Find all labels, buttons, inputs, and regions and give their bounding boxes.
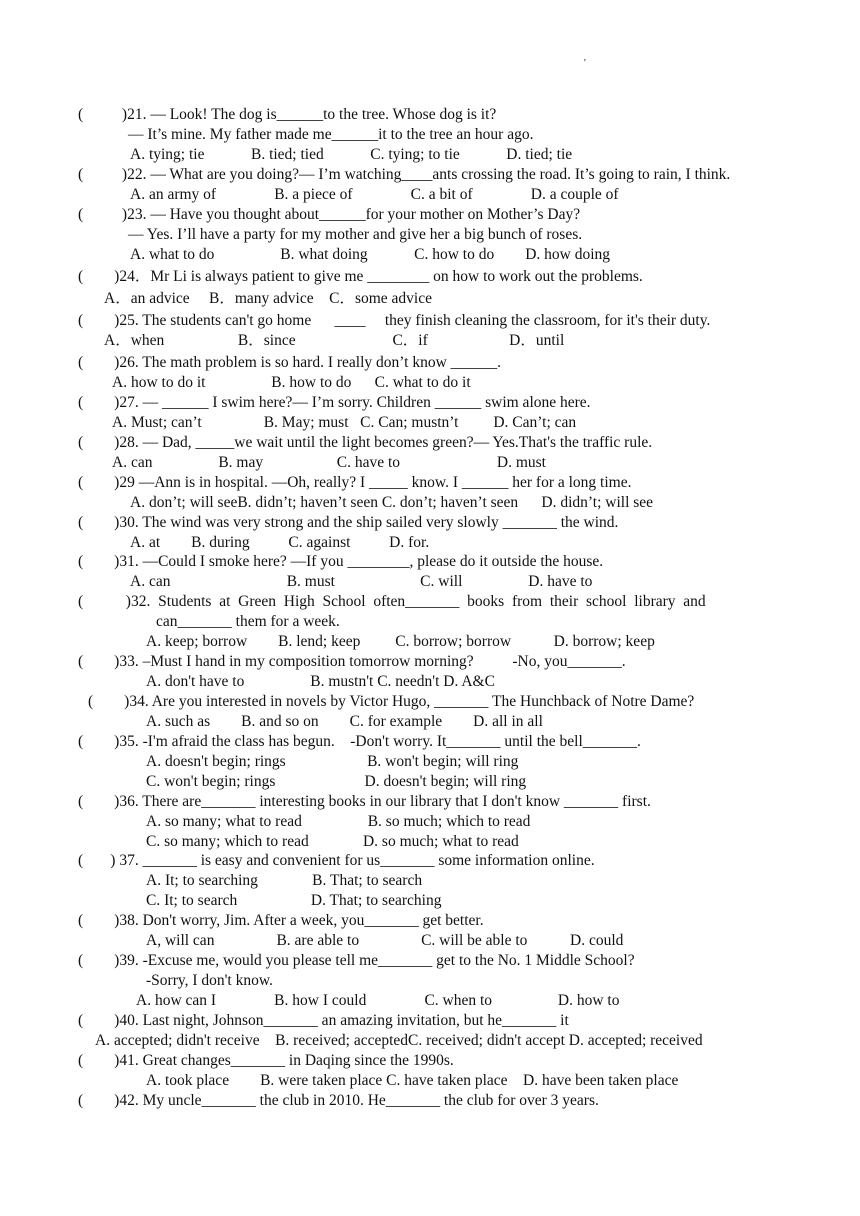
question-40: ( )40. Last night, Johnson_______ an amazing invitation, but he_______ it <box>78 1012 569 1029</box>
options-35-row1: A. doesn't begin; rings B. won't begin; will ring <box>146 753 519 770</box>
question-22: ( )22. — What are you doing?— I’m watching____ants crossing the road. It’s going to rain, I think. <box>78 166 731 183</box>
options-38: A, will can B. are able to C. will be able to D. could <box>146 932 624 949</box>
question-39-reply: -Sorry, I don't know. <box>146 972 273 989</box>
question-39: ( )39. -Excuse me, would you please tell me_______ get to the No. 1 Middle School? <box>78 952 635 969</box>
options-32: A. keep; borrow B. lend; keep C. borrow; borrow D. borrow; keep <box>146 633 655 650</box>
options-28: A. can B. may C. have to D. must <box>112 454 546 471</box>
options-36-row1: A. so many; what to read B. so much; which to read <box>146 813 531 830</box>
options-22: A. an army of B. a piece of C. a bit of D. a couple of <box>130 186 619 203</box>
question-34: ( )34. Are you interested in novels by Victor Hugo, _______ The Hunchback of Notre Dame? <box>88 693 695 710</box>
options-26: A. how to do it B. how to do C. what to do it <box>112 374 471 391</box>
options-41: A. took place B. were taken place C. have taken place D. have been taken place <box>146 1072 679 1089</box>
options-33: A. don't have to B. mustn't C. needn't D. A&C <box>146 673 495 690</box>
options-40: A. accepted; didn't receive B. received; acceptedC. received; didn't accept D. accepted; received <box>95 1032 703 1049</box>
question-30: ( )30. The wind was very strong and the ship sailed very slowly _______ the wind. <box>78 514 619 531</box>
question-38: ( )38. Don't worry, Jim. After a week, you_______ get better. <box>78 912 484 929</box>
options-25: A．when B．since C．if D．until <box>104 332 565 349</box>
question-26: ( )26. The math problem is so hard. I really don’t know ______. <box>78 354 502 371</box>
options-37-row2: C. It; to search D. That; to searching <box>146 892 442 909</box>
options-21: A. tying; tie B. tied; tied C. tying; to tie D. tied; tie <box>130 146 573 163</box>
options-24: A．an advice B．many advice C．some advice <box>104 290 432 307</box>
question-37: ( ) 37. _______ is easy and convenient for us_______ some information online. <box>78 852 595 869</box>
header-mark: ' <box>584 58 586 69</box>
question-21: ( )21. — Look! The dog is______to the tree. Whose dog is it? <box>78 106 497 123</box>
question-32: ( )32. Students at Green High School often_______ books from their school library and <box>78 593 706 610</box>
question-24: ( )24．Mr Li is always patient to give me ________ on how to work out the problems. <box>78 268 643 285</box>
options-27: A. Must; can’t B. May; must C. Can; mustn’t D. Can’t; can <box>112 414 577 431</box>
question-25: ( )25. The students can't go home ____ they finish cleaning the classroom, for it's their duty. <box>78 312 711 329</box>
question-33: ( )33. –Must I hand in my composition tomorrow morning? -No, you_______. <box>78 653 626 670</box>
question-32-continued: can_______ them for a week. <box>156 613 340 630</box>
options-29: A. don’t; will seeB. didn’t; haven’t seen C. don’t; haven’t seen D. didn’t; will see <box>130 494 654 511</box>
question-42: ( )42. My uncle_______ the club in 2010. He_______ the club for over 3 years. <box>78 1092 599 1109</box>
options-36-row2: C. so many; which to read D. so much; what to read <box>146 833 519 850</box>
question-28: ( )28. — Dad, _____we wait until the light becomes green?— Yes.That's the traffic rule. <box>78 434 653 451</box>
question-29: ( )29 —Ann is in hospital. —Oh, really? I _____ know. I ______ her for a long time. <box>78 474 632 491</box>
question-21-reply: — It’s mine. My father made me______it to the tree an hour ago. <box>128 126 534 143</box>
question-27: ( )27. — ______ I swim here?— I’m sorry. Children ______ swim alone here. <box>78 394 591 411</box>
options-39: A. how can I B. how I could C. when to D. how to <box>136 992 620 1009</box>
options-31: A. can B. must C. will D. have to <box>130 573 593 590</box>
options-37-row1: A. It; to searching B. That; to search <box>146 872 423 889</box>
question-23-reply: — Yes. I’ll have a party for my mother and give her a big bunch of roses. <box>128 226 583 243</box>
question-41: ( )41. Great changes_______ in Daqing since the 1990s. <box>78 1052 454 1069</box>
question-23: ( )23. — Have you thought about______for your mother on Mother’s Day? <box>78 206 581 223</box>
question-31: ( )31. —Could I smoke here? —If you ________, please do it outside the house. <box>78 553 604 570</box>
options-23: A. what to do B. what doing C. how to do D. how doing <box>130 246 611 263</box>
question-36: ( )36. There are_______ interesting books in our library that I don't know _______ first. <box>78 793 651 810</box>
options-30: A. at B. during C. against D. for. <box>130 534 430 551</box>
question-35: ( )35. -I'm afraid the class has begun. -Don't worry. It_______ until the bell_______. <box>78 733 641 750</box>
options-34: A. such as B. and so on C. for example D. all in all <box>146 713 543 730</box>
options-35-row2: C. won't begin; rings D. doesn't begin; will ring <box>146 773 527 790</box>
